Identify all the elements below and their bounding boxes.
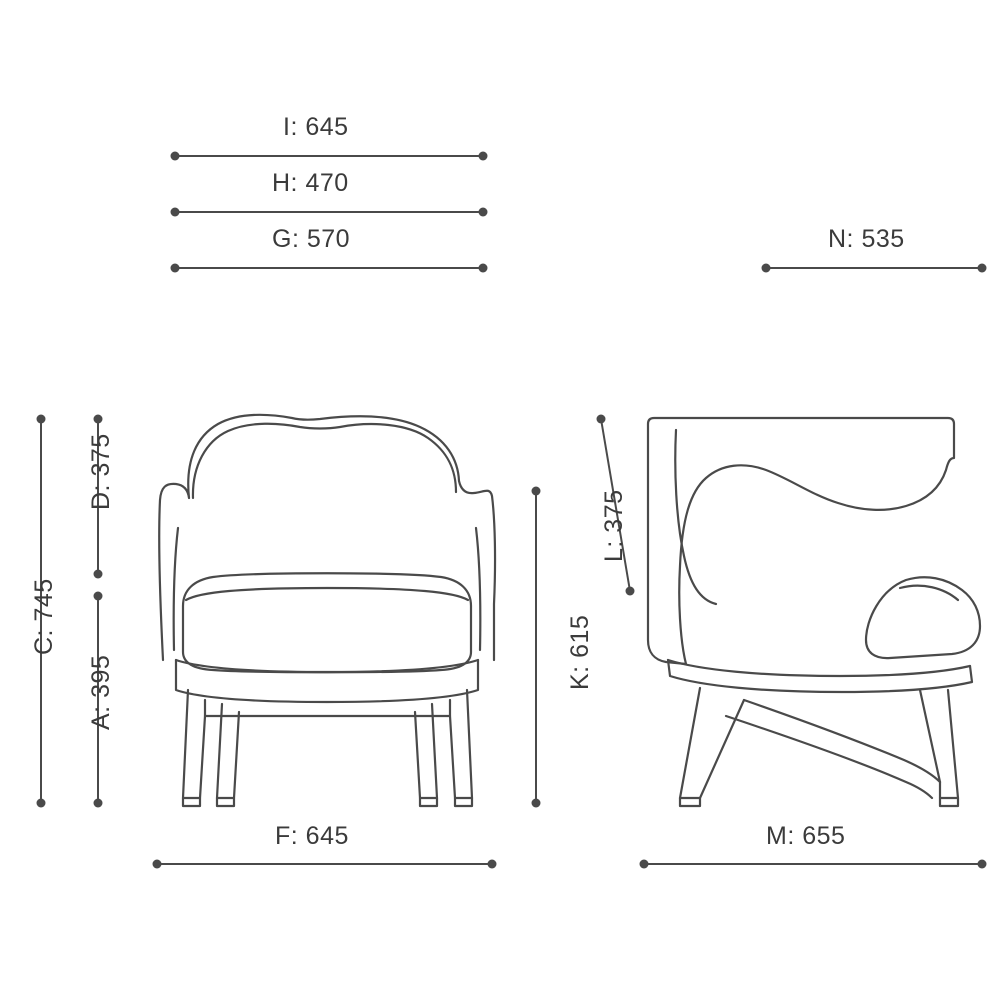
dimension-label-f: F: 645 — [275, 822, 349, 850]
dimension-label-d: D: 375 — [87, 433, 115, 510]
dimension-label-m: M: 655 — [766, 822, 846, 850]
armchair-side-view — [648, 418, 980, 806]
dimension-label-l: L: 375 — [600, 489, 628, 562]
armchair-front-view — [159, 415, 495, 806]
dimension-line-g — [171, 264, 488, 273]
dimension-label-n: N: 535 — [828, 225, 905, 253]
dimension-line-n — [762, 264, 987, 273]
dimension-label-g: G: 570 — [272, 225, 351, 253]
dimension-line-m — [640, 860, 987, 869]
dimension-line-k — [532, 487, 541, 808]
dimension-line-i — [171, 152, 488, 161]
dimension-label-a: A: 395 — [87, 654, 115, 730]
dimension-label-k: K: 615 — [566, 614, 594, 690]
dimension-label-c: C: 745 — [30, 578, 58, 655]
dimension-label-h: H: 470 — [272, 169, 349, 197]
dimension-line-h — [171, 208, 488, 217]
dimension-label-i: I: 645 — [283, 113, 349, 141]
dimension-line-f — [153, 860, 497, 869]
